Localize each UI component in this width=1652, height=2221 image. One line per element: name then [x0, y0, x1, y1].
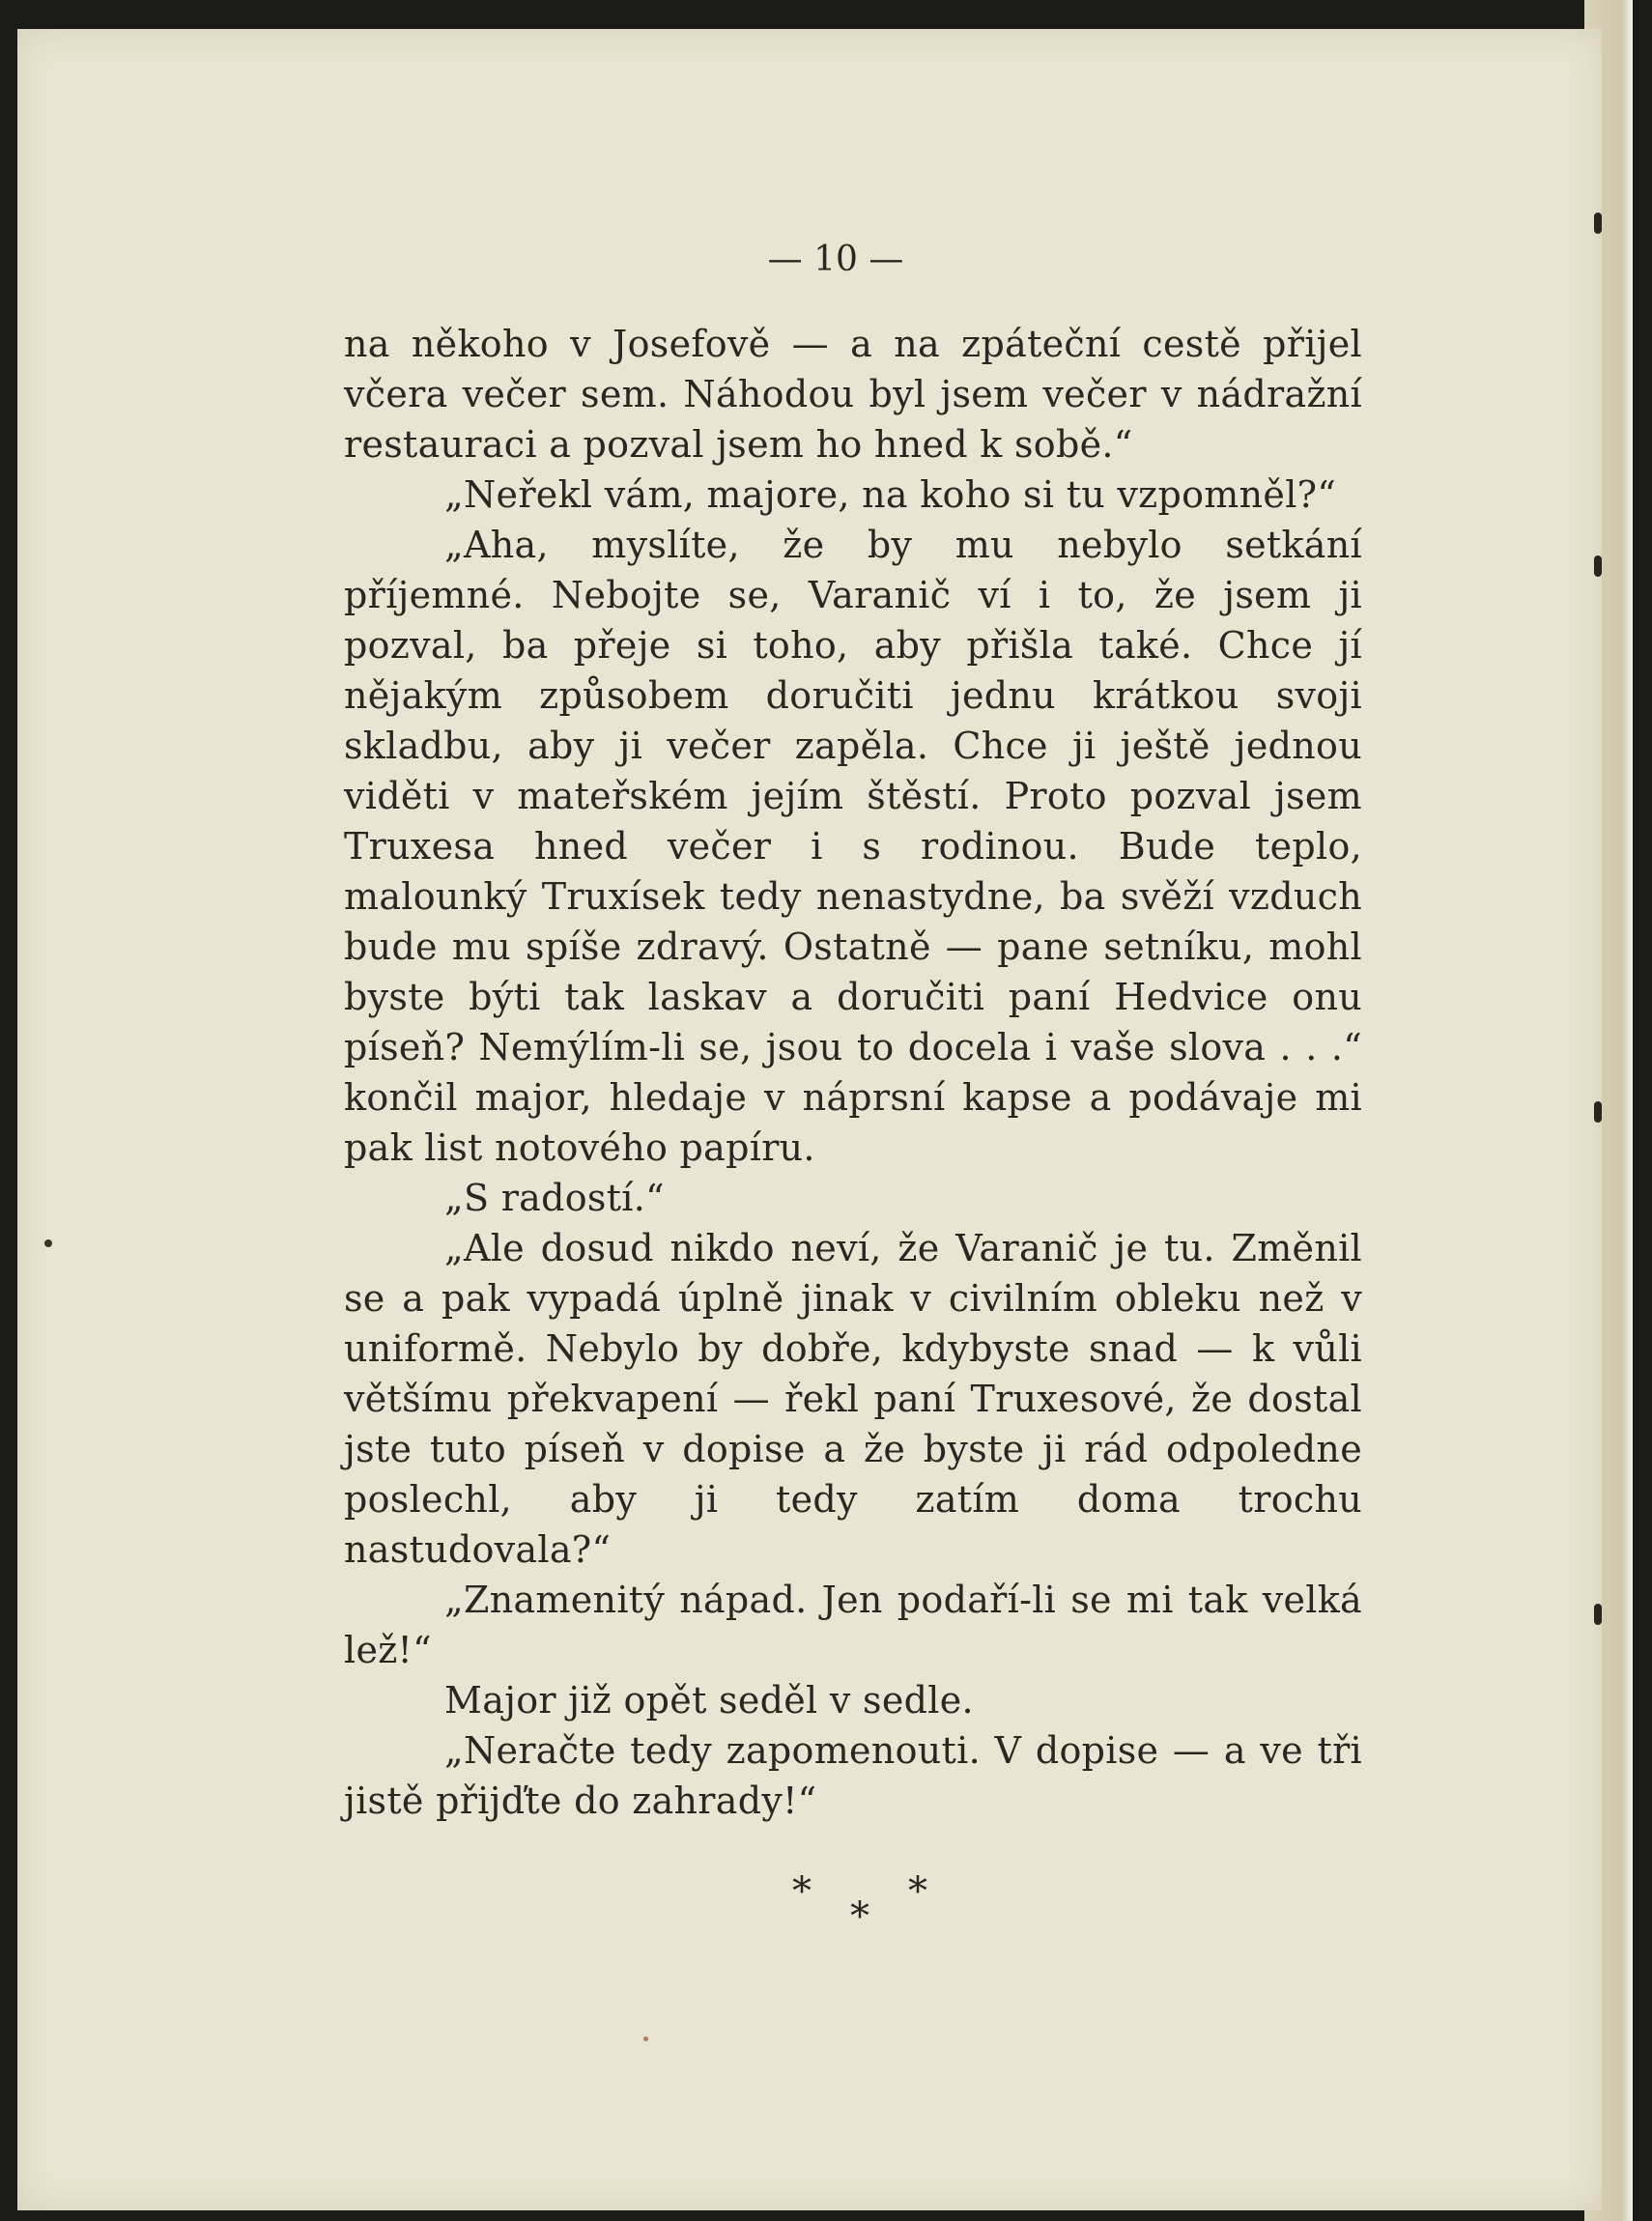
margin-mark [1594, 213, 1602, 234]
body-text [344, 319, 1362, 1826]
page-number: — 10 — [767, 240, 904, 279]
paragraph: „Neřekl vám, majore, na koho si tu vzpomněl?“ [444, 473, 1337, 516]
paragraph: „Neračte tedy zapomenouti. V dopise — a ve tři jistě přijďte do zahrady!“ [344, 1729, 1362, 1822]
asterisk: * [850, 1894, 869, 1939]
margin-mark [1594, 1604, 1602, 1625]
stray-dot [643, 2036, 648, 2041]
paragraph: „Ale dosud nikdo neví, že Varanič je tu. Změnil se a pak vypadá úplně jinak v civilním obleku než v uniformě. Nebylo by dobře, kdybyste snad — k vůli většímu překvapení — řekl paní Truxesové, že dostal jste tuto píseň v dopise a že byste ji rád odpoledne poslechl, aby ji tedy zatím doma trochu nastudovala?“ [344, 1227, 1362, 1571]
paragraph: „Znamenitý nápad. Jen podaří-li se mi tak velká lež!“ [344, 1579, 1362, 1671]
paragraph: „Aha, myslíte, že by mu nebylo setkání příjemné. Nebojte se, Varanič ví i to, že jsem ji pozval, ba přeje si toho, aby přišla také. Chce jí nějakým způsobem doručiti jednu krátkou svoji skladbu, aby ji večer zapěla. Chce ji ještě jednou viděti v mateřském jejím štěstí. Proto pozval jsem Truxesa hned večer i s rodinou. Bude teplo, malounký Truxísek tedy nenastydne, ba svěží vzduch bude mu spíše zdravý. Ostatně — pane setníku, mohl byste býti tak laskav a doručiti paní Hedvice onu píseň? Nemýlím-li se, jsou to docela i vaše slova . . .“ končil major, hledaje v náprsní kapse a podávaje mi pak list notového papíru. [344, 524, 1362, 1169]
margin-mark [1594, 555, 1602, 577]
paragraph: „S radostí.“ [444, 1177, 665, 1219]
scan-border [1633, 0, 1652, 2221]
paragraph: na někoho v Josefově — a na zpáteční cestě přijel včera večer sem. Náhodou byl jsem večer v nádražní restauraci a pozval jsem ho hned k sobě.“ [344, 323, 1362, 466]
section-break [773, 1869, 947, 1937]
asterisk: * [908, 1869, 927, 1914]
paragraph: Major již opět seděl v sedle. [444, 1679, 974, 1722]
stray-dot [44, 1239, 52, 1247]
margin-mark [1594, 1101, 1602, 1123]
asterisk: * [792, 1869, 812, 1914]
